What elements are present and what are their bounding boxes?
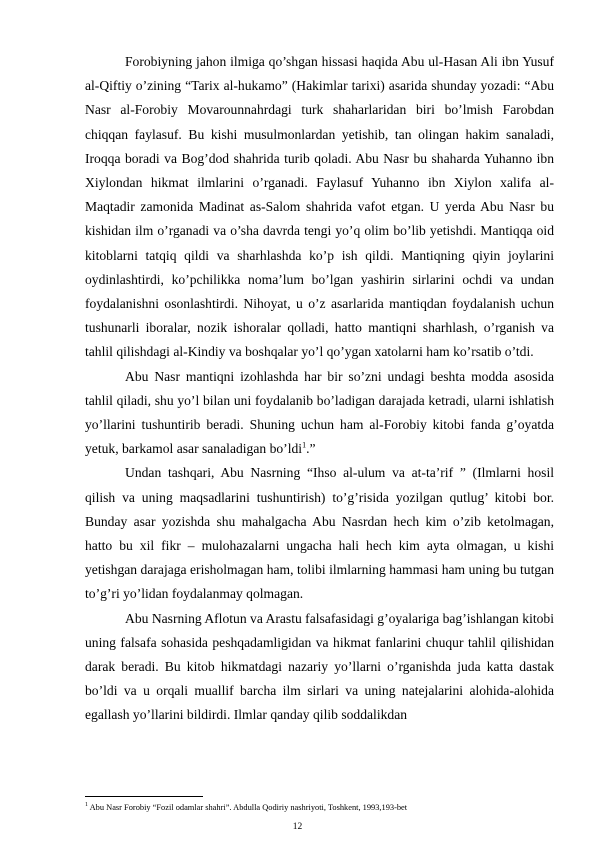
footnote-marker: 1 — [85, 802, 88, 808]
footnote-separator — [85, 796, 203, 797]
paragraph-2-text: Abu Nasr mantiqni izohlashda har bir so’zni undagi beshta modda asosida tahlil qiladi, shu yo’l bilan uni foydalanib bo’ladigan darajada ketradi, ularni ishlatish yo’llarini tushuntirib beradi. Shuning uchun ham al-Forobiy kitobi fanda g’oyatda yetuk, barkamol asar sanaladigan bo’ldi — [85, 368, 554, 457]
page-number: 12 — [292, 822, 303, 832]
footnote-reference[interactable]: 1 — [302, 440, 307, 450]
paragraph-4: Abu Nasrning Aflotun va Arastu falsafasidagi g’oyalariga bag’ishlangan kitobi uning falsafa sohasida peshqadamligidan va hikmat fanlarini chuqur tahlil qilishidan darak beradi. Bu kitob hikmatdagi nazariy yo’llarni o’rganishda juda katta dastak bo’ldi va u orqali muallif barcha ilm sirlari va uning natejalarini alohida-alohida egallash yo’llarini bildirdi. Ilmlar qanday qilib soddalikdan — [85, 610, 554, 723]
footnote — [85, 800, 554, 813]
paragraph-1: Forobiyning jahon ilmiga qo’shgan hissasi haqida Abu ul-Hasan Ali ibn Yusuf al-Qiftiy o’zining “Tarix al-hukamo” (Hakimlar tarixi) asarida shunday yozadi: “Abu Nasr al-Forobiy Movarounnahrdagi turk shaharlaridan biri bo’lmish Farobdan chiqqan faylasuf. Bu kishi musulmonlardan yetishib, tan olingan hakim sanaladi, Iroqqa boradi va Bog’dod shahrida turib qoladi. Abu Nasr bu shaharda Yuhanno ibn Xiylondan hikmat ilmlarini o’rganadi. Faylasuf Yuhanno ibn Xiylon xalifa al-Maqtadir zamonida Madinat as-Salom shahrida vafot etgan. U yerda Abu Nasr bu kishidan ilm o’rganadi va o’sha davrda tengi yo’q olim bo’lib yetishdi. Mantiqqa oid kitoblarni tatqiq qildi va sharhlashda ko’p ish qildi. Mantiqning qiyin joylarini oydinlashtirdi, ko’pchilikka noma’lum bo’lgan yashirin sirlarini ochdi va undan foydalanishni osonlashtirdi. Nihoyat, u o’z asarlarida mantiqdan foydalanish uchun tushunarli iboralar, nozik ishoralar qolladi, hatto mantiqni sharhlash, o’rganish va tahlil qilishdagi al-Kindiy va boshqalar yo’l qo’ygan xatolarni ham ko’rsatib o’tdi. — [85, 54, 554, 360]
paragraph-2-tail: .” — [306, 441, 316, 457]
footnote-text: Abu Nasr Forobiy “Fozil odamlar shahri”. Abdulla Qodiriy nashriyoti, Toshkent, 1993,193-bet — [88, 802, 408, 812]
body-text — [85, 50, 554, 728]
paragraph-2 — [85, 365, 554, 462]
paragraph-3: Undan tashqari, Abu Nasrning “Ihso al-ulum va at-ta’rif ” (Ilmlarni hosil qilish va uning maqsadlarini tushuntirish) to’g’risida yozilgan qutlug’ kitobi bor. Bunday asar yozishda shu mahalgacha Abu Nasrdan hech kim o’zib ketolmagan, hatto bu xil fikr – mulohazalarni ungacha hali hech kim ayta olmagan, u kishi yetishgan darajaga erisholmagan ham, tolibi ilmlarning hammasi ham uning bu tutgan to’g’ri yo’lidan foydalanmay qolmagan. — [85, 465, 554, 602]
